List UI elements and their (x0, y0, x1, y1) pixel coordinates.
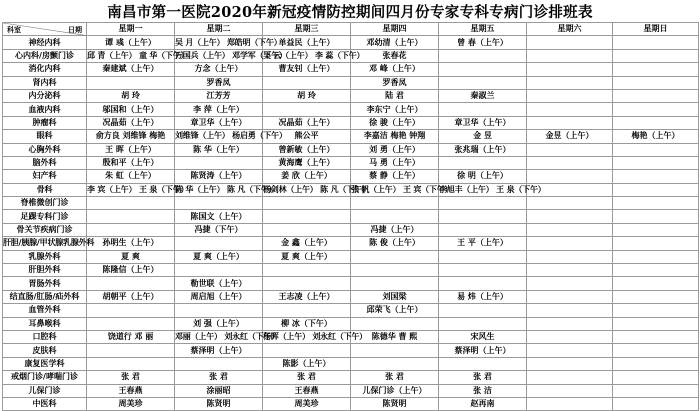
schedule-cell (527, 397, 613, 410)
schedule-cell (87, 76, 175, 89)
schedule-cell (527, 290, 613, 303)
schedule-cell (87, 357, 175, 370)
schedule-cell: 陈隆信（上午） (87, 264, 175, 277)
schedule-cell (439, 223, 527, 236)
schedule-cell: 陈国文（上午） (175, 210, 263, 223)
schedule-cell: 王志凌（上午） (263, 290, 351, 303)
schedule-cell: 张 君 (351, 371, 439, 384)
schedule-cell (87, 210, 175, 223)
schedule-cell (439, 210, 527, 223)
schedule-cell (439, 49, 527, 62)
schedule-cell (613, 63, 699, 76)
schedule-cell (351, 357, 439, 370)
schedule-cell: 熊公平 (263, 130, 351, 143)
dept-name: 肝胆/胰腺/甲状腺乳腺外科 (3, 237, 87, 250)
schedule-cell (613, 183, 699, 196)
schedule-cell (175, 264, 263, 277)
schedule-cell (613, 304, 699, 317)
schedule-cell (263, 304, 351, 317)
schedule-cell: 王 晖（上午） (87, 143, 175, 156)
dept-name: 骨关节疾病门诊 (3, 223, 87, 236)
schedule-cell: 吴 云（上午） 李 蕊（下午） (263, 49, 351, 62)
schedule-cell (351, 250, 439, 263)
schedule-cell: 王春燕 (87, 384, 175, 397)
dept-name: 眼科 (3, 130, 87, 143)
schedule-cell (439, 264, 527, 277)
schedule-cell: 方念（上午） (175, 63, 263, 76)
schedule-cell: 易 炜（上午） (439, 290, 527, 303)
schedule-row (3, 384, 699, 397)
schedule-cell: 章卫华（上午） (175, 116, 263, 129)
schedule-cell (527, 36, 613, 49)
schedule-cell (613, 250, 699, 263)
schedule-cell (175, 304, 263, 317)
schedule-cell (263, 264, 351, 277)
schedule-cell (175, 357, 263, 370)
schedule-cell: 刘 强（上午） (175, 317, 263, 330)
dept-name: 肾内科 (3, 76, 87, 89)
schedule-cell (613, 384, 699, 397)
schedule-cell: 蔡 静（上午） (351, 170, 439, 183)
schedule-cell: 黄海鹰（上午） (263, 156, 351, 169)
schedule-cell: 邓丽（上午） 刘永红（下午） (175, 330, 263, 343)
schedule-cell (613, 344, 699, 357)
schedule-cell: 邱荣飞（上午） (351, 304, 439, 317)
schedule-row (3, 330, 699, 343)
schedule-cell: 谭 彧（上午） (87, 36, 175, 49)
schedule-cell: 刘国梁 (351, 290, 439, 303)
dept-name: 血液内科 (3, 103, 87, 116)
schedule-cell (613, 330, 699, 343)
header-corner-cell (3, 23, 87, 36)
schedule-cell: 胡 玲 (263, 89, 351, 102)
schedule-cell: 李 萍（上午） (175, 103, 263, 116)
schedule-cell: 金 鑫（上午） (263, 237, 351, 250)
schedule-cell: 邬国和（上午） (87, 103, 175, 116)
schedule-cell (613, 116, 699, 129)
header-day-fri: 星期五 (439, 23, 527, 36)
schedule-cell: 罗香凤 (351, 76, 439, 89)
schedule-row (3, 197, 699, 210)
schedule-cell (263, 223, 351, 236)
schedule-cell (613, 290, 699, 303)
schedule-cell: 张 君 (175, 371, 263, 384)
header-day-mon: 星期一 (87, 23, 175, 36)
schedule-body (3, 36, 699, 411)
schedule-cell: 曾 春（上午） (439, 36, 527, 49)
schedule-cell (175, 197, 263, 210)
schedule-cell: 曾新敏（上午） (263, 143, 351, 156)
schedule-cell (613, 397, 699, 410)
schedule-cell (351, 210, 439, 223)
schedule-row (3, 170, 699, 183)
schedule-cell (613, 277, 699, 290)
schedule-row (3, 103, 699, 116)
schedule-cell (439, 304, 527, 317)
schedule-cell (175, 156, 263, 169)
schedule-cell (527, 304, 613, 317)
schedule-cell (527, 277, 613, 290)
schedule-cell (175, 237, 263, 250)
schedule-row (3, 223, 699, 236)
schedule-cell: 邓 峰（上午） (351, 63, 439, 76)
schedule-cell: 陈 华（上午） (175, 143, 263, 156)
schedule-row (3, 63, 699, 76)
schedule-cell: 况晶茹（上午） (87, 116, 175, 129)
header-riqi: 日期 (68, 26, 82, 34)
schedule-cell (351, 344, 439, 357)
schedule-cell (613, 103, 699, 116)
schedule-row (3, 237, 699, 250)
schedule-cell (439, 76, 527, 89)
schedule-cell: 陈贤涛（上午） (175, 170, 263, 183)
schedule-cell: 勒世联（上午） (175, 277, 263, 290)
schedule-cell: 胡朝平（上午） (87, 290, 175, 303)
schedule-cell (613, 143, 699, 156)
schedule-cell (527, 89, 613, 102)
schedule-cell (527, 63, 613, 76)
schedule-cell: 梅艳（上午） (613, 130, 699, 143)
schedule-cell: 杨剑林（上午） 陈 凡（下午） (263, 183, 351, 196)
schedule-cell: 徐 骏（上午） (351, 116, 439, 129)
schedule-cell: 张 帆（上午） 王 宾（下午） (351, 183, 439, 196)
dept-name: 儿保门诊 (3, 384, 87, 397)
dept-name: 戒烟门诊/哮喘门诊 (3, 371, 87, 384)
schedule-row (3, 304, 699, 317)
schedule-cell: 李嘉洁 梅艳 钟翔 (351, 130, 439, 143)
schedule-cell (527, 103, 613, 116)
schedule-cell (351, 277, 439, 290)
schedule-cell (87, 344, 175, 357)
schedule-cell (263, 197, 351, 210)
dept-name: 口腔科 (3, 330, 87, 343)
dept-name: 消化内科 (3, 63, 87, 76)
dept-name: 胃肠外科 (3, 277, 87, 290)
schedule-cell: 王春燕 (263, 384, 351, 397)
dept-name: 血管外科 (3, 304, 87, 317)
schedule-cell (527, 156, 613, 169)
schedule-cell: 李东宁（上午） (351, 103, 439, 116)
header-row (3, 23, 699, 36)
dept-name: 乳腺外科 (3, 250, 87, 263)
schedule-cell (613, 223, 699, 236)
schedule-row (3, 183, 699, 196)
schedule-row (3, 130, 699, 143)
schedule-cell: 江芳芳 (175, 89, 263, 102)
dept-name: 肝胆外科 (3, 264, 87, 277)
schedule-cell: 秦建斌（上午） (87, 63, 175, 76)
schedule-cell: 赵再南 (439, 397, 527, 410)
schedule-cell: 邱 青（上午） 童 华（下午） (87, 49, 175, 62)
dept-name: 神经内科 (3, 36, 87, 49)
dept-name: 皮肤科 (3, 344, 87, 357)
dept-name: 脊椎微创门诊 (3, 197, 87, 210)
schedule-row (3, 36, 699, 49)
schedule-cell (263, 76, 351, 89)
schedule-cell (439, 250, 527, 263)
dept-name: 脑外科 (3, 156, 87, 169)
schedule-cell: 涂丽昭 (175, 384, 263, 397)
schedule-cell: 饶道行 邓 丽 (87, 330, 175, 343)
schedule-cell (527, 76, 613, 89)
schedule-cell (87, 277, 175, 290)
schedule-cell: 殷和平（上午） (87, 156, 175, 169)
dept-name: 耳鼻喉科 (3, 317, 87, 330)
schedule-cell: 张 君 (263, 371, 351, 384)
header-day-tue: 星期二 (175, 23, 263, 36)
schedule-cell: 周启旭（上午） (175, 290, 263, 303)
schedule-cell (263, 344, 351, 357)
schedule-cell: 陈影（上午） (263, 357, 351, 370)
schedule-cell (613, 76, 699, 89)
dept-name: 心内科/房颤门诊 (3, 49, 87, 62)
schedule-cell (527, 237, 613, 250)
schedule-cell: 邓幼清（上午） (351, 36, 439, 49)
schedule-cell: 俞方良 刘维锋 梅艳 (87, 130, 175, 143)
schedule-cell (527, 49, 613, 62)
schedule-cell: 张 君 (439, 371, 527, 384)
schedule-cell: 胡 玲 (87, 89, 175, 102)
schedule-cell: 周美珍 (87, 397, 175, 410)
schedule-cell (613, 264, 699, 277)
schedule-cell: 李 宾（上午） 王 泉（下午） (87, 183, 175, 196)
schedule-cell: 朱 虹（上午） (87, 170, 175, 183)
schedule-cell: 陈贤明 (351, 397, 439, 410)
dept-name: 足踝专科门诊 (3, 210, 87, 223)
schedule-cell (439, 357, 527, 370)
schedule-cell: 周美珍 (263, 397, 351, 410)
schedule-cell (613, 210, 699, 223)
schedule-cell: 陈贤明 (175, 397, 263, 410)
schedule-cell (527, 317, 613, 330)
schedule-cell (527, 384, 613, 397)
header-keshi: 科室 (7, 26, 21, 34)
schedule-cell: 金 昱 (439, 130, 527, 143)
schedule-cell: 罗香凤 (175, 76, 263, 89)
header-day-wed: 星期三 (263, 23, 351, 36)
schedule-cell (527, 170, 613, 183)
schedule-cell (263, 277, 351, 290)
schedule-cell: 冯捷（上午） (351, 223, 439, 236)
schedule-cell: 张 洁 (439, 384, 527, 397)
schedule-cell (527, 371, 613, 384)
schedule-cell: 章卫华（上午） (439, 116, 527, 129)
schedule-cell (613, 317, 699, 330)
schedule-cell (439, 103, 527, 116)
dept-name: 结直肠/肛肠/疝外科 (3, 290, 87, 303)
dept-name: 康复医学科 (3, 357, 87, 370)
schedule-cell: 陈 俊（上午） (351, 237, 439, 250)
schedule-cell (87, 197, 175, 210)
schedule-row (3, 76, 699, 89)
schedule-row (3, 290, 699, 303)
schedule-cell: 陈 华（上午） 陈 凡（下午） (175, 183, 263, 196)
schedule-cell: 刘维锋（上午） 杨启勇（下午） (175, 130, 263, 143)
schedule-cell: 张春花 (351, 49, 439, 62)
schedule-cell (527, 143, 613, 156)
dept-name: 妇产科 (3, 170, 87, 183)
schedule-row (3, 156, 699, 169)
schedule-cell (351, 317, 439, 330)
schedule-cell (613, 237, 699, 250)
schedule-row (3, 49, 699, 62)
schedule-table (2, 22, 699, 411)
schedule-cell: 夏 爽（上午） (263, 250, 351, 263)
schedule-cell (613, 197, 699, 210)
schedule-cell: 李旭丰（上午） 王 泉（下午） (439, 183, 527, 196)
schedule-cell (439, 277, 527, 290)
schedule-cell (527, 330, 613, 343)
schedule-cell (87, 304, 175, 317)
dept-name: 肿瘤科 (3, 116, 87, 129)
schedule-row (3, 371, 699, 384)
schedule-cell: 儿保门诊（上午） (351, 384, 439, 397)
schedule-cell (263, 103, 351, 116)
schedule-row (3, 344, 699, 357)
schedule-row (3, 250, 699, 263)
schedule-cell (87, 317, 175, 330)
schedule-cell (527, 250, 613, 263)
schedule-cell: 陆 君 (351, 89, 439, 102)
schedule-cell (527, 197, 613, 210)
schedule-cell (263, 210, 351, 223)
schedule-row (3, 397, 699, 410)
schedule-cell: 夏 爽（上午） (175, 250, 263, 263)
schedule-cell: 柳 冰（下午） (263, 317, 351, 330)
header-day-sun: 星期日 (613, 23, 699, 36)
schedule-cell (527, 264, 613, 277)
schedule-cell (439, 317, 527, 330)
schedule-cell: 秦淑兰 (439, 89, 527, 102)
schedule-cell (351, 264, 439, 277)
schedule-row (3, 210, 699, 223)
schedule-cell (439, 63, 527, 76)
schedule-row (3, 277, 699, 290)
schedule-cell: 金昱（上午） (527, 130, 613, 143)
schedule-cell: 陈德华 曹 熙 (351, 330, 439, 343)
schedule-cell: 马 勇（上午） (351, 156, 439, 169)
schedule-cell (439, 156, 527, 169)
schedule-cell (613, 89, 699, 102)
schedule-row (3, 89, 699, 102)
schedule-row (3, 317, 699, 330)
schedule-cell (527, 223, 613, 236)
schedule-cell: 孙明生（上午） (87, 237, 175, 250)
schedule-cell (527, 357, 613, 370)
schedule-row (3, 116, 699, 129)
schedule-row (3, 143, 699, 156)
dept-name: 中医科 (3, 397, 87, 410)
schedule-cell: 蔡泽明（上午） (175, 344, 263, 357)
schedule-cell (613, 170, 699, 183)
schedule-cell (613, 156, 699, 169)
schedule-cell (87, 223, 175, 236)
schedule-cell: 张兆瑞（上午） (439, 143, 527, 156)
page-title: 南昌市第一医院2020年新冠疫情防控期间四月份专家专科专病门诊排班表 (107, 3, 593, 21)
schedule-cell: 冯捷（下午） (175, 223, 263, 236)
schedule-cell (439, 197, 527, 210)
schedule-cell: 姜 欣（上午） (263, 170, 351, 183)
schedule-cell: 夏 爽 (87, 250, 175, 263)
schedule-cell (527, 210, 613, 223)
header-day-sat: 星期六 (527, 23, 613, 36)
schedule-cell: 王 平（上午） (439, 237, 527, 250)
dept-name: 内分泌科 (3, 89, 87, 102)
schedule-row (3, 264, 699, 277)
schedule-cell: 吴 月（上午） 郑皓明（下午） (175, 36, 263, 49)
schedule-cell: 蔡泽明（上午） (439, 344, 527, 357)
schedule-cell: 单益民（上午） (263, 36, 351, 49)
schedule-cell (351, 197, 439, 210)
schedule-cell (613, 49, 699, 62)
schedule-cell (613, 357, 699, 370)
schedule-cell: 刘 勇（上午） (351, 143, 439, 156)
schedule-cell: 宋风生 (439, 330, 527, 343)
schedule-cell: 杨晖（上午） 刘永红（下午） (263, 330, 351, 343)
header-day-thu: 星期四 (351, 23, 439, 36)
schedule-cell: 张 君 (87, 371, 175, 384)
schedule-cell: 徐 明（上午） (439, 170, 527, 183)
dept-name: 骨科 (3, 183, 87, 196)
schedule-cell: 曹友钊（上午） (263, 63, 351, 76)
schedule-row (3, 357, 699, 370)
schedule-cell (613, 36, 699, 49)
schedule-cell: 万国兵（上午） 邓学军（下午） (175, 49, 263, 62)
schedule-cell (527, 116, 613, 129)
schedule-cell (527, 344, 613, 357)
schedule-cell (613, 371, 699, 384)
schedule-cell: 况晶茹（上午） (263, 116, 351, 129)
dept-name: 心胸外科 (3, 143, 87, 156)
